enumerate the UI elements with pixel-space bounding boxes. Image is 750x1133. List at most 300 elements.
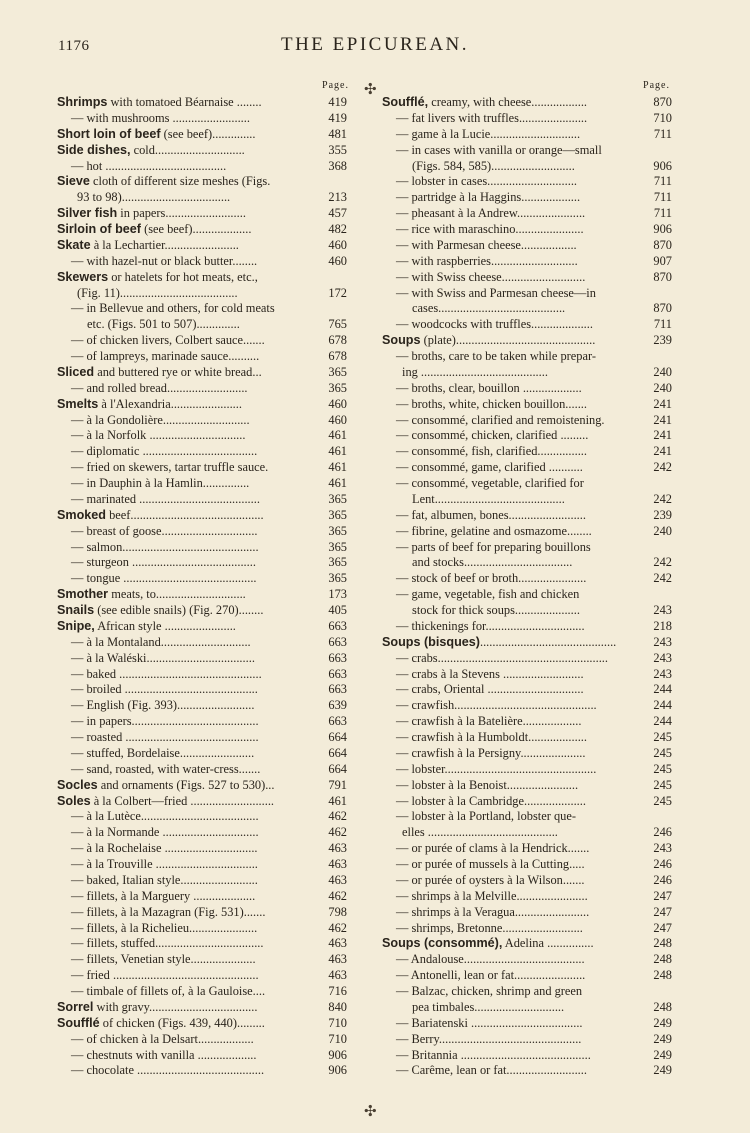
entry-heading: Sieve [57,174,90,189]
index-entry [382,635,672,651]
index-entry [382,952,672,968]
entry-page-number: 247 [653,920,672,935]
entry-text: — rice with maraschino...................... [396,222,584,236]
index-entry [382,413,672,429]
entry-text: — roasted ........................................... [71,730,259,744]
entry-label [382,794,627,810]
entry-page-number: 243 [653,634,672,649]
entry-text: — fillets, Venetian style..................... [71,952,256,967]
index-entry [57,159,347,175]
entry-text: — of chicken livers, Colbert sauce....... [71,333,265,348]
entry-label [57,889,307,905]
entry-text: or hatelets for hot meats, etc., [108,269,258,284]
index-entry [382,667,672,683]
entry-text: — Balzac, chicken, shrimp and green [396,984,583,998]
index-entry [382,1016,672,1032]
entry-label [382,444,627,460]
entry-text: — marinated ....................................... [71,491,260,506]
entry-label [382,778,627,794]
entry-label [382,1032,627,1048]
entry-label [382,1000,627,1016]
index-entry [57,381,347,397]
entry-page-number: 461 [328,793,347,808]
entry-label [382,95,627,111]
entry-label [382,809,627,825]
entry-label [382,381,627,397]
index-entry [382,746,672,762]
entry-text: (see beef)................... [140,222,252,236]
index-entry [382,857,672,873]
page-header [0,34,750,60]
entry-label [57,794,307,810]
entry-label [382,413,627,429]
entry-text: in papers.......................... [117,206,246,221]
entry-page-number: 678 [328,349,347,363]
entry-label [382,333,627,349]
entry-text: — Andalouse....................................... [396,952,585,967]
entry-text: — chestnuts with vanilla ................... [71,1047,257,1062]
entry-label [57,619,307,635]
entry-label [57,540,307,556]
entry-page-number: 460 [328,396,347,411]
entry-label [382,492,627,508]
entry-page-number: 246 [653,857,672,871]
index-entry [57,809,347,825]
entry-text: — or purée of oysters à la Wilson....... [396,872,585,887]
index-entry [382,984,672,1000]
entry-text: beef........................................... [106,507,264,522]
entry-label [382,936,627,952]
entry-label [57,984,307,1000]
entry-label [382,270,627,286]
index-entry [57,762,347,778]
entry-text: — Carême, lean or fat.......................... [396,1063,587,1078]
entry-label [57,952,307,968]
entry-label [57,270,307,286]
entry-text: — à la Trouville ................................. [71,857,258,871]
index-entry [57,508,347,524]
entry-text: — shrimps à la Melville....................... [396,888,588,903]
entry-label [57,508,307,524]
entry-label [382,746,627,762]
entry-label [382,667,627,683]
index-column-right [382,80,672,1079]
index-entry [382,1048,672,1064]
entry-text: — game à la Lucie............................. [396,126,581,141]
index-entry [382,174,672,190]
entry-label [57,667,307,683]
index-entry [57,603,347,619]
index-entry [382,1000,672,1016]
entry-page-number: 244 [653,682,672,697]
entry-page-number: 248 [653,968,672,983]
entry-text: — à la Montaland............................. [71,634,251,649]
index-entry [57,492,347,508]
index-entry [382,365,672,381]
entry-page-number: 462 [328,920,347,935]
entry-page-number: 245 [653,730,672,744]
entry-label [382,190,627,206]
entry-page-number: 463 [328,968,347,983]
entry-page-number: 711 [653,317,672,332]
entry-page-number: 245 [653,793,672,808]
entry-page-number: 365 [328,491,347,506]
entry-page-number: 870 [653,95,672,109]
entry-page-number: 245 [653,745,672,760]
entry-page-number: 870 [653,301,672,316]
entry-text: ............................................ [479,634,617,649]
entry-text: — Berry.............................................. [396,1031,582,1046]
index-entry [57,873,347,889]
index-entry [382,111,672,127]
entry-page-number: 710 [328,1031,347,1046]
entry-text: — in Bellevue and others, for cold meats [71,301,275,316]
index-entry [57,794,347,810]
entry-text: — game, vegetable, fish and chicken [396,587,580,602]
index-entry [382,651,672,667]
entry-page-number: 710 [328,1015,347,1030]
index-entry [57,317,347,333]
entry-text: — tongue ........................................... [71,571,257,586]
index-entry [382,762,672,778]
entry-page-number: 242 [653,571,672,586]
entry-text: cloth of different size meshes (Figs. [89,174,271,189]
entry-label [382,159,627,175]
entry-label [382,984,627,1000]
entry-text: — and rolled bread.......................... [71,380,248,395]
entry-label [57,1063,307,1079]
entry-label [57,1032,307,1048]
index-entry [382,127,672,143]
index-entry [57,428,347,444]
entry-page-number: 246 [653,825,672,840]
entry-text: — à la Normande ............................... [71,825,259,840]
entry-page-number: 248 [653,936,672,951]
index-entry [57,143,347,159]
index-entry [382,428,672,444]
entry-page-number: 462 [328,809,347,824]
entry-text: 93 to 98)................................... [77,190,231,205]
entry-page-number: 243 [653,841,672,856]
entry-text: à la Colbert—fried ........................... [90,793,275,808]
entry-heading: Silver fish [57,206,118,221]
entry-text: — diplomatic ..................................... [71,444,258,459]
entry-heading: Smelts [57,396,99,411]
entry-label [57,174,307,190]
entry-text: with gravy................................... [93,999,258,1014]
entry-page-number: 711 [653,174,672,189]
entry-text: — à la Rochelaise .............................. [71,841,258,856]
index-entry [57,127,347,143]
index-entry [57,349,347,365]
entry-page-number: 463 [328,857,347,871]
entry-label [382,651,627,667]
entry-text: pea timbales............................. [412,999,565,1014]
index-entry [382,460,672,476]
index-entry [382,143,672,159]
entry-label [57,571,307,587]
entry-label [57,254,307,270]
entry-text: — stock of beef or broth...................... [396,571,587,586]
index-entry [57,333,347,349]
index-entry [382,936,672,952]
index-entry [57,667,347,683]
index-entry [382,492,672,508]
index-entry [57,968,347,984]
index-entry [382,1063,672,1079]
entry-label [382,524,627,540]
index-entry [57,444,347,460]
entry-text: à la Lechartier........................ [90,237,239,252]
index-entry [382,603,672,619]
index-entry [382,619,672,635]
entry-text: (Figs. 584, 585)........................... [412,158,575,173]
entry-label [57,111,307,127]
entry-text: (see beef).............. [160,126,256,141]
entry-page-number: 368 [328,158,347,173]
entry-page-number: 460 [328,253,347,268]
index-entry [382,317,672,333]
entry-page-number: 240 [653,380,672,395]
entry-text: — fillets, à la Marguery .................... [71,888,256,903]
entry-text: — fat livers with truffles...................... [396,110,588,125]
index-entry [57,270,347,286]
entry-text: — of chicken à la Delsart.................. [71,1031,254,1046]
entry-page-number: 711 [653,190,672,205]
entry-label [382,603,627,619]
index-entry [382,778,672,794]
entry-page-number: 463 [328,952,347,967]
index-entry [57,1016,347,1032]
entry-text: — of lampreys, marinade sauce.......... [71,349,260,363]
entry-label [382,1048,627,1064]
entry-text: — timbale of fillets of, à la Gauloise.... [71,984,266,998]
index-entry [57,889,347,905]
entry-page-number: 241 [653,396,672,411]
entry-text: — à la Lutèce...................................... [71,809,259,824]
entry-page-number: 213 [328,190,347,205]
index-entry [382,555,672,571]
entry-label [57,397,307,413]
entry-text: — fillets, stuffed................................... [71,936,264,951]
index-entry [382,222,672,238]
entry-heading: Sliced [57,364,95,379]
entry-text: — pheasant à la Andrew...................... [396,206,586,221]
entry-page-number: 239 [653,333,672,348]
entry-label [382,111,627,127]
entry-label [382,571,627,587]
index-entry [57,778,347,794]
entry-text: and buttered rye or white bread... [94,364,262,379]
index-entry [382,397,672,413]
entry-page-number: 716 [328,984,347,998]
entry-heading: Snipe, [57,618,95,633]
entry-text: — with hazel-nut or black butter........ [71,253,258,268]
page-column-label: Page. [643,80,670,91]
entry-text: meats, to............................. [108,587,246,602]
index-entry [57,111,347,127]
entry-label [57,682,307,698]
entry-page-number: 241 [653,412,672,427]
index-entry [57,714,347,730]
entry-page-number: 461 [328,428,347,443]
entry-label [382,222,627,238]
index-entry [57,460,347,476]
entry-label [57,746,307,762]
index-entry [57,238,347,254]
index-entry [382,270,672,286]
index-entry [382,809,672,825]
index-entry [57,746,347,762]
entry-page-number: 461 [328,460,347,475]
entry-text: — crawfish à la Persigny..................... [396,745,586,760]
index-entry [382,841,672,857]
entry-text: — in papers......................................... [71,714,259,729]
index-entry [382,301,672,317]
index-entry [382,730,672,746]
index-entry [382,540,672,556]
entry-page-number: 240 [653,523,672,538]
entry-text: — with Swiss cheese........................... [396,269,586,284]
entry-text: with tomatoed Béarnaise ........ [107,95,262,109]
index-entry [382,444,672,460]
index-entry [57,952,347,968]
entry-text: — fillets, à la Mazagran (Fig. 531)....... [71,904,266,919]
entry-label [382,127,627,143]
index-entry [57,1063,347,1079]
index-entry [382,476,672,492]
entry-label [57,730,307,746]
entry-page-number: 242 [653,555,672,570]
entry-label [57,159,307,175]
index-entry [382,794,672,810]
entry-label [382,397,627,413]
entry-page-number: 248 [653,952,672,967]
entry-label [382,206,627,222]
index-entry [382,349,672,365]
entry-text: — salmon............................................ [71,539,259,554]
entry-text: — Antonelli, lean or fat....................... [396,968,586,983]
entry-label [57,222,307,238]
entry-label [382,952,627,968]
index-entry [382,889,672,905]
entry-text: — baked, Italian style......................... [71,872,258,887]
entry-label [57,873,307,889]
entry-label [382,508,627,524]
entry-label [57,95,307,111]
entry-heading: Side dishes, [57,142,131,157]
entry-heading: Soles [57,793,91,808]
entry-text: Adelina ............... [502,936,594,951]
entry-label [382,476,627,492]
entry-label [382,762,627,778]
entry-page-number: 244 [653,714,672,729]
entry-text: creamy, with cheese.................. [428,95,588,109]
entry-page-number: 245 [653,777,672,792]
entry-text: stock for thick soups..................... [412,603,580,617]
entry-label [382,254,627,270]
index-entry [382,714,672,730]
entry-text: — sand, roasted, with water-cress....... [71,761,261,776]
entry-label [382,238,627,254]
entry-page-number: 870 [653,237,672,252]
entry-page-number: 419 [328,110,347,125]
entry-page-number: 639 [328,698,347,713]
entry-heading: Smoked [57,507,106,522]
entry-page-number: 463 [328,841,347,856]
entry-label [382,349,627,365]
entry-page-number: 247 [653,888,672,903]
entry-label [57,413,307,429]
entry-text: — with Swiss and Parmesan cheese—in [396,285,596,300]
index-entry [57,286,347,302]
index-entry [382,905,672,921]
entry-label [57,587,307,603]
entry-text: — à la Norfolk ............................... [71,428,246,443]
entry-text: cases......................................... [412,301,566,316]
entry-page-number: 663 [328,650,347,665]
entry-page-number: 173 [328,587,347,602]
index-entry [382,238,672,254]
entry-text: — fat, albumen, bones......................... [396,507,586,522]
entry-label [382,1063,627,1079]
entry-page-number: 461 [328,444,347,459]
index-entry [382,698,672,714]
entry-page-number: 365 [328,555,347,570]
entry-label [382,619,627,635]
entry-label [57,317,307,333]
entry-label [57,635,307,651]
index-entry [57,571,347,587]
entry-text: — with Parmesan cheese.................. [396,237,577,252]
entry-page-number: 664 [328,761,347,776]
entry-text: — shrimps à la Veragua........................ [396,904,590,919]
entry-heading: Soups (consommé), [382,936,503,951]
entry-page-number: 249 [653,1031,672,1046]
entry-label [382,905,627,921]
entry-label [57,936,307,952]
entry-page-number: 791 [328,777,347,792]
entry-page-number: 663 [328,618,347,633]
entry-label [57,698,307,714]
entry-heading: Sorrel [57,999,94,1014]
entry-text: (plate)............................................. [420,333,596,348]
index-entry [57,698,347,714]
entry-text: — with raspberries............................ [396,253,578,268]
entry-text: — thickenings for................................ [396,618,585,633]
index-entry [57,841,347,857]
entry-label [57,921,307,937]
index-entry [57,635,347,651]
entry-page-number: 664 [328,745,347,760]
entry-label [57,809,307,825]
entry-heading: Shrimps [57,95,108,109]
index-entry [57,476,347,492]
entry-page-number: 765 [328,317,347,332]
entry-text: Lent.......................................... [412,491,565,506]
index-entry [57,555,347,571]
entry-page-number: 244 [653,698,672,713]
index-entry [57,365,347,381]
entry-label [382,1016,627,1032]
column-divider [364,80,382,1120]
entry-text: — lobster à la Portland, lobster que- [396,809,576,824]
entry-heading: Soufflé, [382,95,429,109]
entry-page-number: 241 [653,444,672,459]
ornament-icon: ✣ [364,82,377,98]
entry-label [382,921,627,937]
entry-page-number: 405 [328,603,347,617]
